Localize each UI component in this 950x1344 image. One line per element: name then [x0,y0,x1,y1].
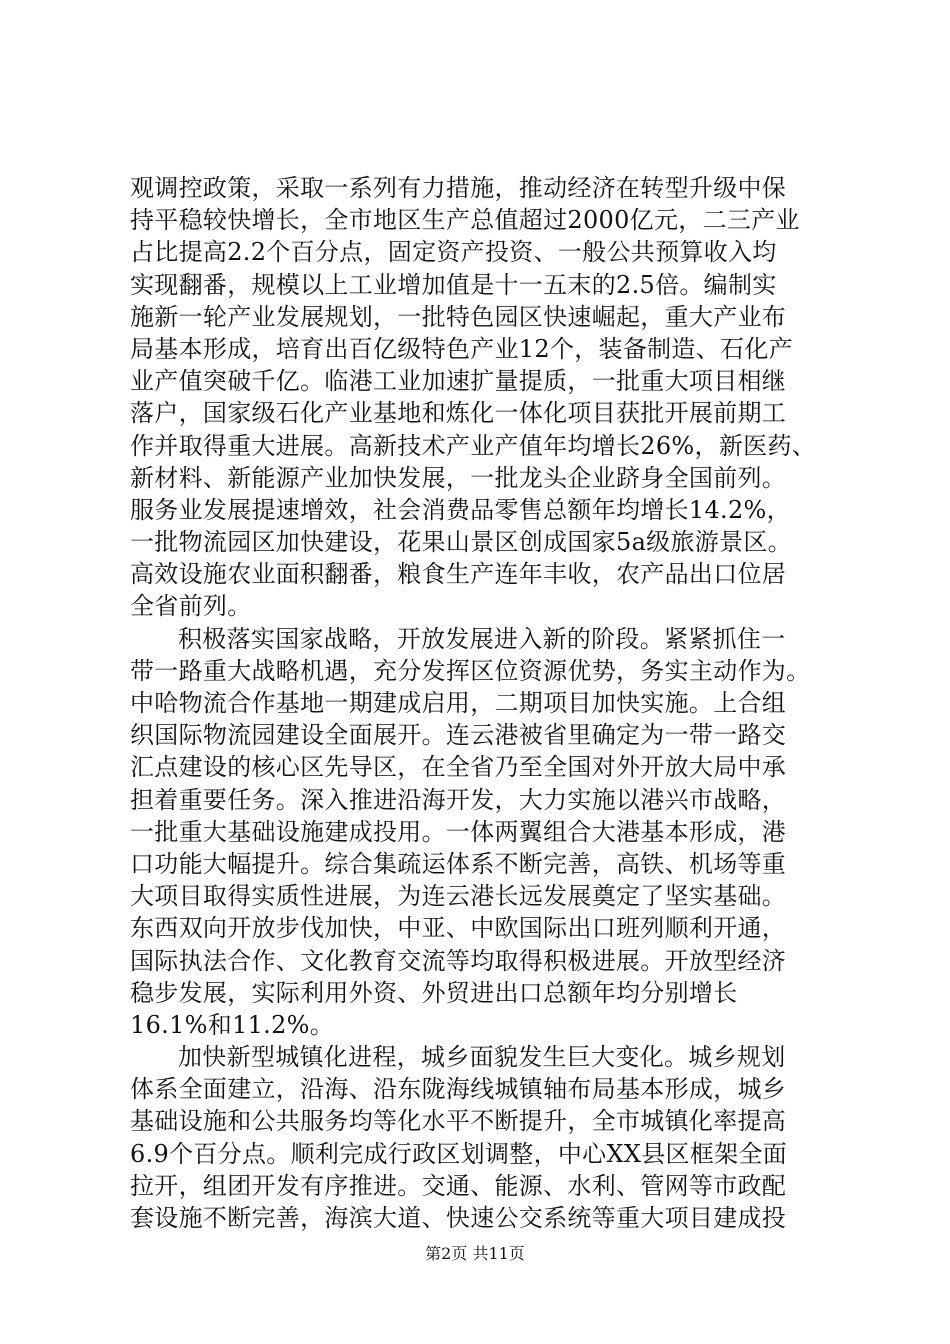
text-line: 业产值突破千亿。临港工业加速扩量提质，一批重大项目相继 [130,367,787,396]
text-line: 担着重要任务。深入推进沿海开发，大力实施以港兴市战略， [130,785,787,814]
text-line: 占比提高2.2个百分点，固定资产投资、一般公共预算收入均 [130,238,777,267]
paragraph [130,172,840,623]
text-line: 新材料、新能源产业加快发展，一批龙头企业跻身全国前列。 [130,463,787,492]
text-line: 稳步发展，实际利用外资、外贸进出口总额年均分别增长 [130,978,738,1007]
text-line: 带一路重大战略机遇，充分发挥区位资源优势，务实主动作为。 [130,656,811,685]
text-line: 一批物流园区加快建设，花果山景区创成国家5a级旅游景区。 [130,528,792,557]
paragraph [130,1041,840,1234]
text-line: 落户，国家级石化产业基地和炼化一体化项目获批开展前期工 [130,399,787,428]
text-line: 中哈物流合作基地一期建成启用，二期项目加快实施。上合组 [130,689,787,717]
text-line: 大项目取得实质性进展，为连云港长远发展奠定了坚实基础。 [130,882,787,911]
text-line: 局基本形成，培育出百亿级特色产业12个，装备制造、石化产 [130,334,793,363]
document-body [130,172,840,1234]
text-line: 基础设施和公共服务均等化水平不断提升，全市城镇化率提高 [130,1107,787,1136]
text-line: 套设施不断完善，海滨大道、快速公交系统等重大项目建成投 [130,1204,787,1232]
text-line: 全省前列。 [130,592,252,621]
text-line: 体系全面建立，沿海、沿东陇海线城镇轴布局基本形成，城乡 [130,1075,787,1104]
text-line: 施新一轮产业发展规划，一批特色园区快速崛起，重大产业布 [130,302,787,331]
text-line: 实现翻番，规模以上工业增加值是十一五末的2.5倍。编制实 [130,270,777,299]
text-line: 服务业发展提速增效，社会消费品零售总额年均增长14.2%， [130,495,791,524]
text-line: 高效设施农业面积翻番，粮食生产连年丰收，农产品出口位居 [130,560,787,589]
text-line: 东西双向开放步伐加快，中亚、中欧国际出口班列顺利开通， [130,914,787,943]
text-line: 拉开，组团开发有序推进。交通、能源、水利、管网等市政配 [130,1171,787,1200]
text-line: 积极落实国家战略，开放发展进入新的阶段。紧紧抓住一 [178,624,786,653]
page-footer [0,1243,950,1265]
text-line: 持平稳较快增长，全市地区生产总值超过2000亿元，二三产业 [130,206,800,235]
text-line: 织国际物流园建设全面展开。连云港被省里确定为一带一路交 [130,721,787,750]
text-line: 观调控政策，采取一系列有力措施，推动经济在转型升级中保 [130,174,787,202]
text-line: 16.1%和11.2%。 [130,1010,335,1039]
text-line: 国际执法合作、文化教育交流等均取得积极进展。开放型经济 [130,946,787,975]
text-line: 加快新型城镇化进程，城乡面貌发生巨大变化。城乡规划 [178,1043,786,1072]
text-line: 汇点建设的核心区先导区，在全省乃至全国对外开放大局中承 [130,753,787,782]
paragraph [130,623,840,1041]
text-line: 6.9个百分点。顺利完成行政区划调整，中心XX县区框架全面 [130,1139,788,1168]
text-line: 作并取得重大进展。高新技术产业产值年均增长26%，新医药、 [130,431,817,460]
text-line: 口功能大幅提升。综合集疏运体系不断完善，高铁、机场等重 [130,849,787,878]
page-number: 第2页 共11页 [425,1244,525,1263]
text-line: 一批重大基础设施建成投用。一体两翼组合大港基本形成，港 [130,817,787,846]
